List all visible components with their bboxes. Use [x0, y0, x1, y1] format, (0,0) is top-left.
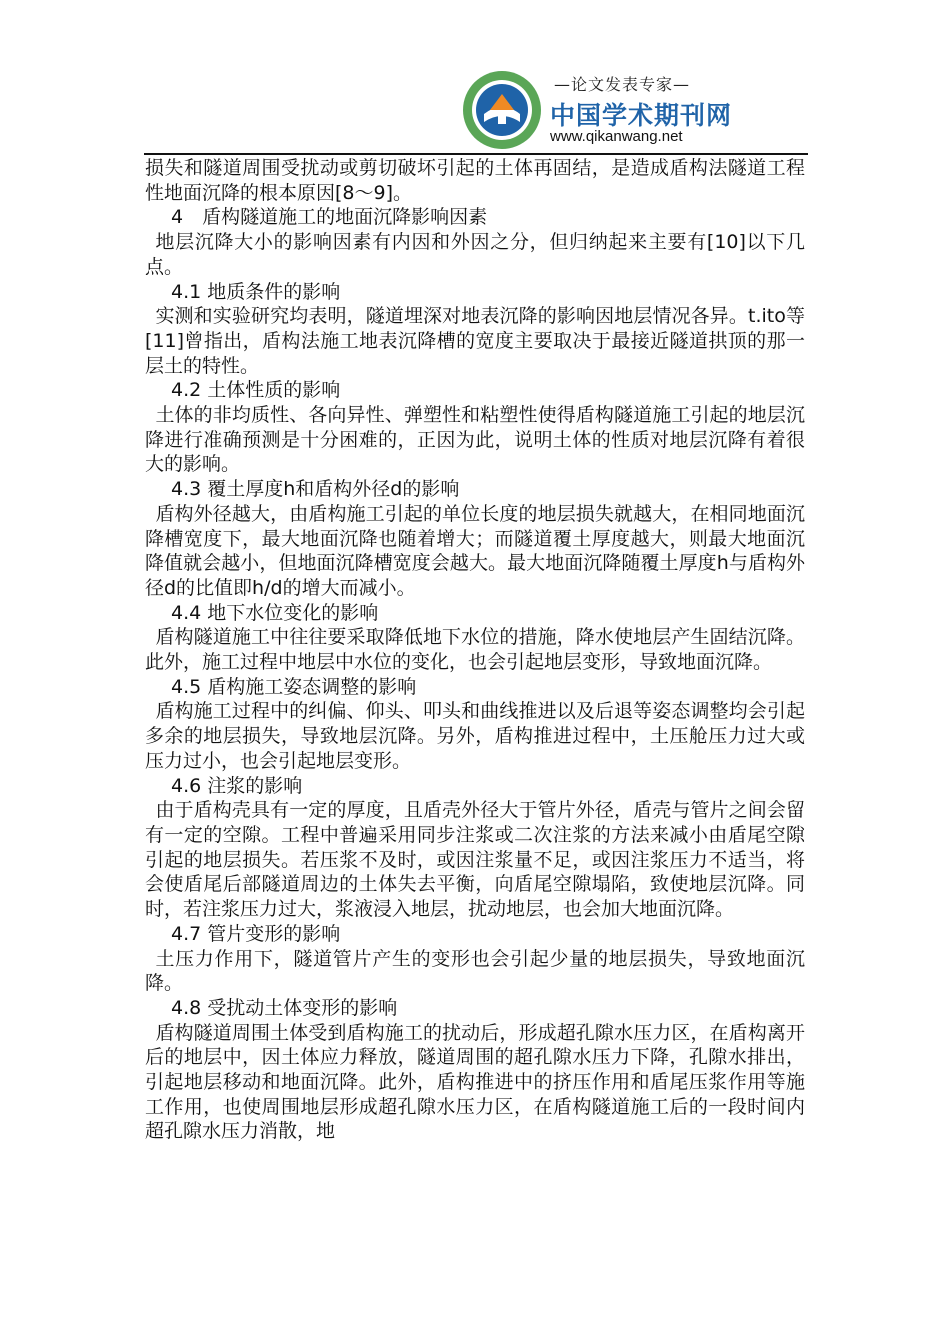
body-paragraph: 实测和实验研究均表明，隧道埋深对地表沉降的影响因地层情况各异。t.ito等[11]曾指出，盾构法施工地表沉降槽的宽度主要取决于最接近隧道拱顶的那一层土的特性。: [145, 305, 805, 377]
journal-seal-icon: [462, 70, 542, 150]
section-heading: 4.8 受扰动土体变形的影响: [171, 996, 398, 1019]
body-paragraph: 由于盾构壳具有一定的厚度，且盾壳外径大于管片外径，盾壳与管片之间会留有一定的空隙。工程中普遍采用同步注浆或二次注浆的方法来减小由盾尾空隙引起的地层损失。若压浆不及时，或因注浆量不足，或因注浆压力不适当，将会使盾尾后部隧道周边的土体失去平衡，向盾尾空隙塌陷，致使地层沉降。同时，若注浆压力过大，浆液浸入地层，扰动地层，也会加大地面沉降。: [145, 799, 805, 921]
section-heading: 4.1 地质条件的影响: [171, 280, 341, 303]
section-heading: 4.3 覆土厚度h和盾构外径d的影响: [171, 478, 460, 501]
body-paragraph: 土压力作用下，隧道管片产生的变形也会引起少量的地层损失，导致地面沉降。: [145, 947, 805, 995]
section-heading: 4.5 盾构施工姿态调整的影响: [171, 675, 417, 698]
header-logo: [462, 70, 782, 150]
article-body: [145, 156, 805, 1144]
section-heading: 4.6 注浆的影响: [171, 774, 303, 797]
body-paragraph: 土体的非均质性、各向异性、弹塑性和粘塑性使得盾构隧道施工引起的地层沉降进行准确预测是十分困难的，正因为此，说明土体的性质对地层沉降有着很大的影响。: [145, 404, 805, 476]
logo-brand-name: 中国学术期刊网: [550, 101, 733, 130]
body-paragraph: 损失和隧道周围受扰动或剪切破坏引起的土体再固结，是造成盾构法隧道工程性地面沉降的根本原因[8～9]。: [145, 157, 805, 204]
body-paragraph: 盾构隧道施工中往往要采取降低地下水位的措施，降水使地层产生固结沉降。此外，施工过程中地层中水位的变化，也会引起地层变形，导致地面沉降。: [145, 626, 805, 674]
body-paragraph: 地层沉降大小的影响因素有内因和外因之分，但归纳起来主要有[10]以下几点。: [145, 231, 805, 278]
body-paragraph: 盾构隧道周围土体受到盾构施工的扰动后，形成超孔隙水压力区，在盾构离开后的地层中，因土体应力释放，隧道周围的超孔隙水压力下降，孔隙水排出，引起地层移动和地面沉降。此外，盾构推进中的挤压作用和盾尾压浆作用等施工作用，也使周围地层形成超孔隙水压力区，在盾构隧道施工后的一段时间内超孔隙水压力消散，地: [145, 1021, 805, 1143]
section-heading: 4.4 地下水位变化的影响: [171, 601, 379, 624]
section-heading: 4 盾构隧道施工的地面沉降影响因素: [171, 206, 488, 229]
body-paragraph: 盾构外径越大，由盾构施工引起的单位长度的地层损失就越大，在相同地面沉降槽宽度下，最大地面沉降也随着增大；而隧道覆土厚度越大，则最大地面沉降值就会越小，但地面沉降槽宽度会越大。最大地面沉降随覆土厚度h与盾构外径d的比值即h/d的增大而减小。: [145, 502, 805, 599]
section-heading: 4.7 管片变形的影响: [171, 922, 341, 945]
header-divider: [144, 153, 808, 155]
logo-tagline: —论文发表专家—: [554, 75, 691, 94]
logo-website-link[interactable]: www.qikanwang.net: [550, 128, 683, 145]
body-paragraph: 盾构施工过程中的纠偏、仰头、叩头和曲线推进以及后退等姿态调整均会引起多余的地层损失，导致地层沉降。另外，盾构推进过程中，土压舱压力过大或压力过小，也会引起地层变形。: [145, 700, 805, 772]
section-heading: 4.2 土体性质的影响: [171, 379, 341, 402]
